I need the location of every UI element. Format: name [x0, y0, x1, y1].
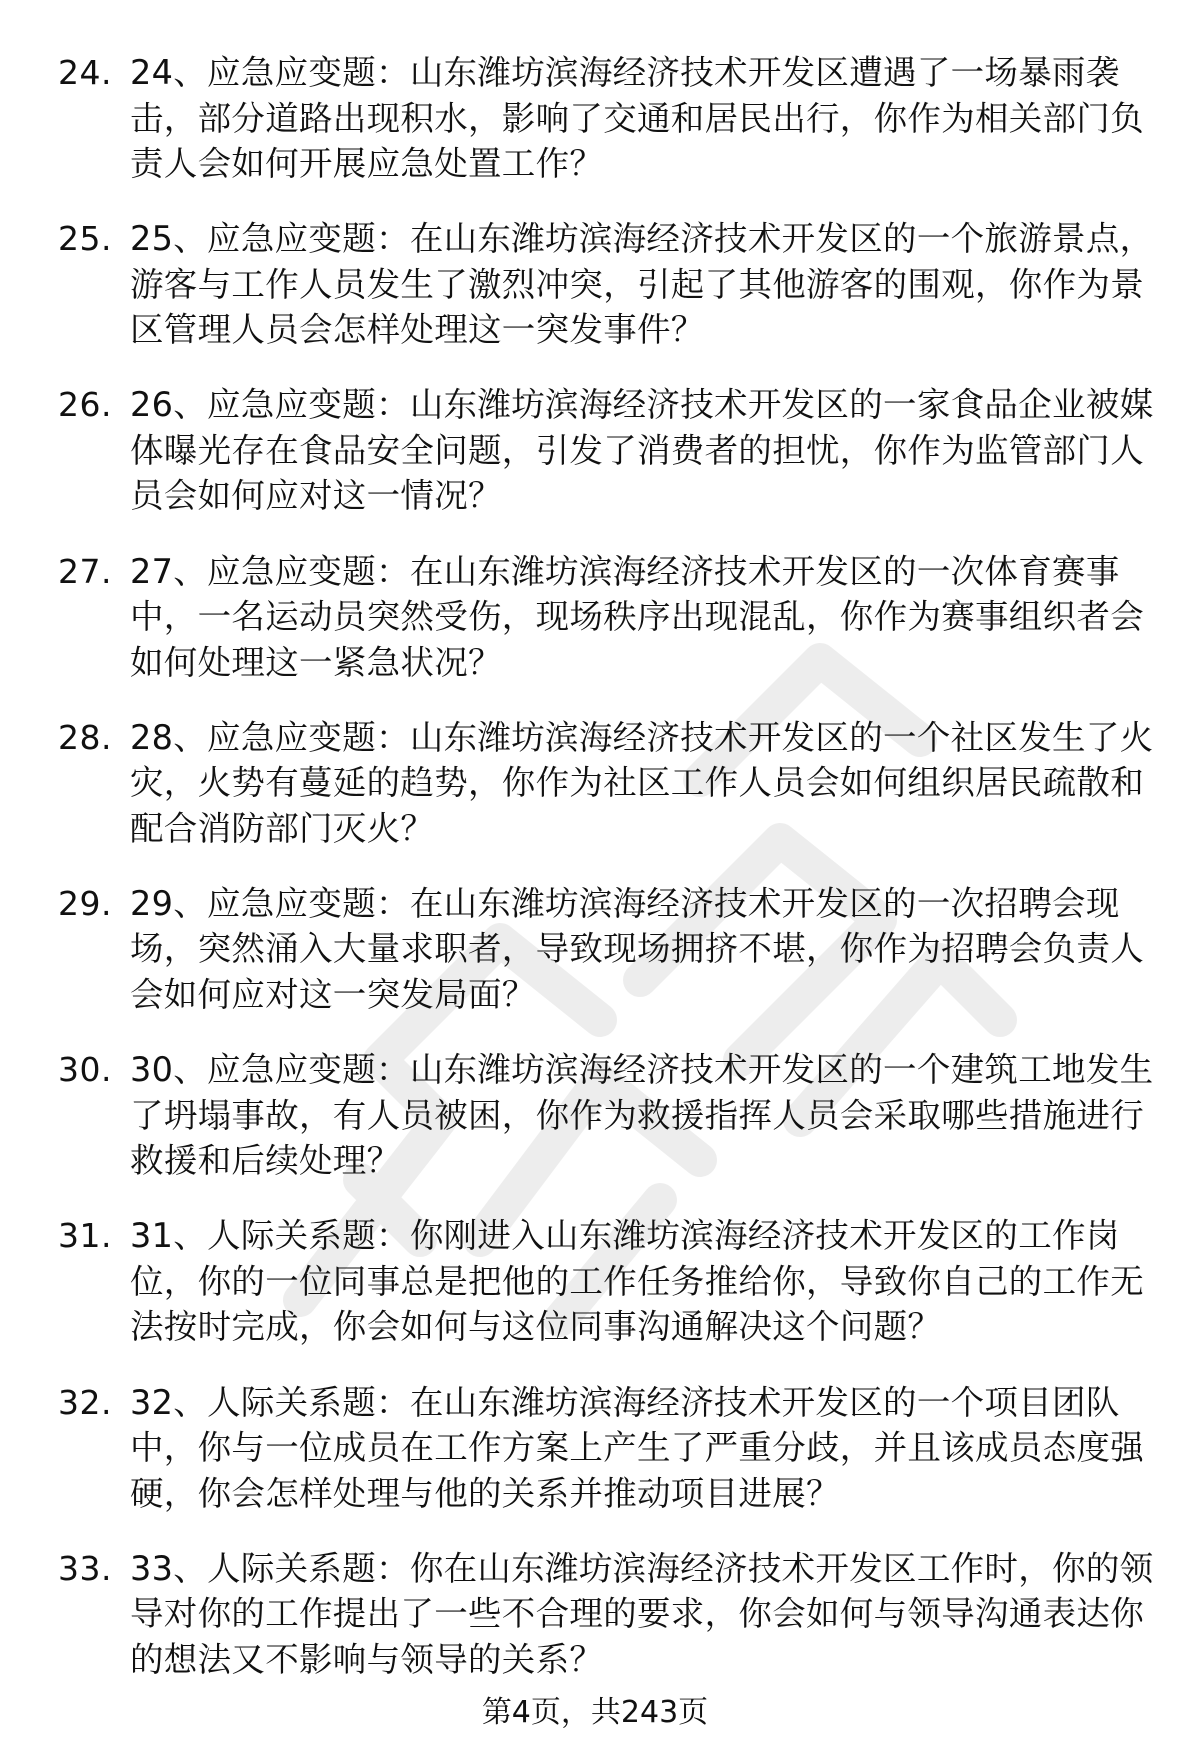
question-number: 28. — [58, 717, 112, 757]
question-number: 30. — [58, 1050, 112, 1090]
question-number: 25. — [58, 219, 112, 259]
question-item — [58, 1546, 1158, 1683]
question-number: 24. — [58, 53, 112, 92]
question-number: 27. — [58, 551, 112, 591]
question-list — [58, 50, 1158, 1712]
question-number: 26. — [58, 385, 112, 425]
question-item — [58, 715, 1158, 852]
question-item — [58, 216, 1158, 353]
question-number: 32. — [58, 1382, 112, 1422]
question-text: 30、应急应变题：山东潍坊滨海经济技术开发区的一个建筑工地发生了坍塌事故，有人员被困，你作为救援指挥人员会采取哪些措施进行救援和后续处理？ — [130, 1050, 1154, 1181]
question-item — [58, 881, 1158, 1018]
question-text: 31、人际关系题：你刚进入山东潍坊滨海经济技术开发区的工作岗位，你的一位同事总是把他的工作任务推给你，导致你自己的工作无法按时完成，你会如何与这位同事沟通解决这个问题？ — [130, 1216, 1144, 1347]
question-item — [58, 1213, 1158, 1350]
question-item — [58, 50, 1158, 187]
question-text: 24、应急应变题：山东潍坊滨海经济技术开发区遭遇了一场暴雨袭击，部分道路出现积水，影响了交通和居民出行，你作为相关部门负责人会如何开展应急处置工作？ — [130, 53, 1144, 183]
question-text: 26、应急应变题：山东潍坊滨海经济技术开发区的一家食品企业被媒体曝光存在食品安全问题，引发了消费者的担忧，你作为监管部门人员会如何应对这一情况？ — [130, 385, 1154, 516]
page-footer: 第4页，共243页 — [481, 1695, 709, 1730]
question-number: 29. — [58, 883, 112, 923]
question-text: 27、应急应变题：在山东潍坊滨海经济技术开发区的一次体育赛事中，一名运动员突然受伤，现场秩序出现混乱，你作为赛事组织者会如何处理这一紧急状况？ — [130, 551, 1144, 682]
question-number: 31. — [58, 1216, 112, 1256]
question-text: 32、人际关系题：在山东潍坊滨海经济技术开发区的一个项目团队中，你与一位成员在工作方案上产生了严重分歧，并且该成员态度强硬，你会怎样处理与他的关系并推动项目进展？ — [130, 1382, 1144, 1513]
question-text: 29、应急应变题：在山东潍坊滨海经济技术开发区的一次招聘会现场，突然涌入大量求职者，导致现场拥挤不堪，你作为招聘会负责人会如何应对这一突发局面？ — [130, 883, 1144, 1014]
question-text: 33、人际关系题：你在山东潍坊滨海经济技术开发区工作时，你的领导对你的工作提出了一些不合理的要求，你会如何与领导沟通表达你的想法又不影响与领导的关系？ — [130, 1548, 1154, 1679]
question-text: 28、应急应变题：山东潍坊滨海经济技术开发区的一个社区发生了火灾，火势有蔓延的趋势，你作为社区工作人员会如何组织居民疏散和配合消防部门灭火？ — [130, 717, 1154, 848]
question-number: 33. — [58, 1548, 112, 1588]
question-item — [58, 382, 1158, 519]
question-item — [58, 549, 1158, 686]
question-item — [58, 1380, 1158, 1517]
question-item — [58, 1047, 1158, 1184]
question-text: 25、应急应变题：在山东潍坊滨海经济技术开发区的一个旅游景点，游客与工作人员发生了激烈冲突，引起了其他游客的围观，你作为景区管理人员会怎样处理这一突发事件？ — [130, 219, 1154, 350]
